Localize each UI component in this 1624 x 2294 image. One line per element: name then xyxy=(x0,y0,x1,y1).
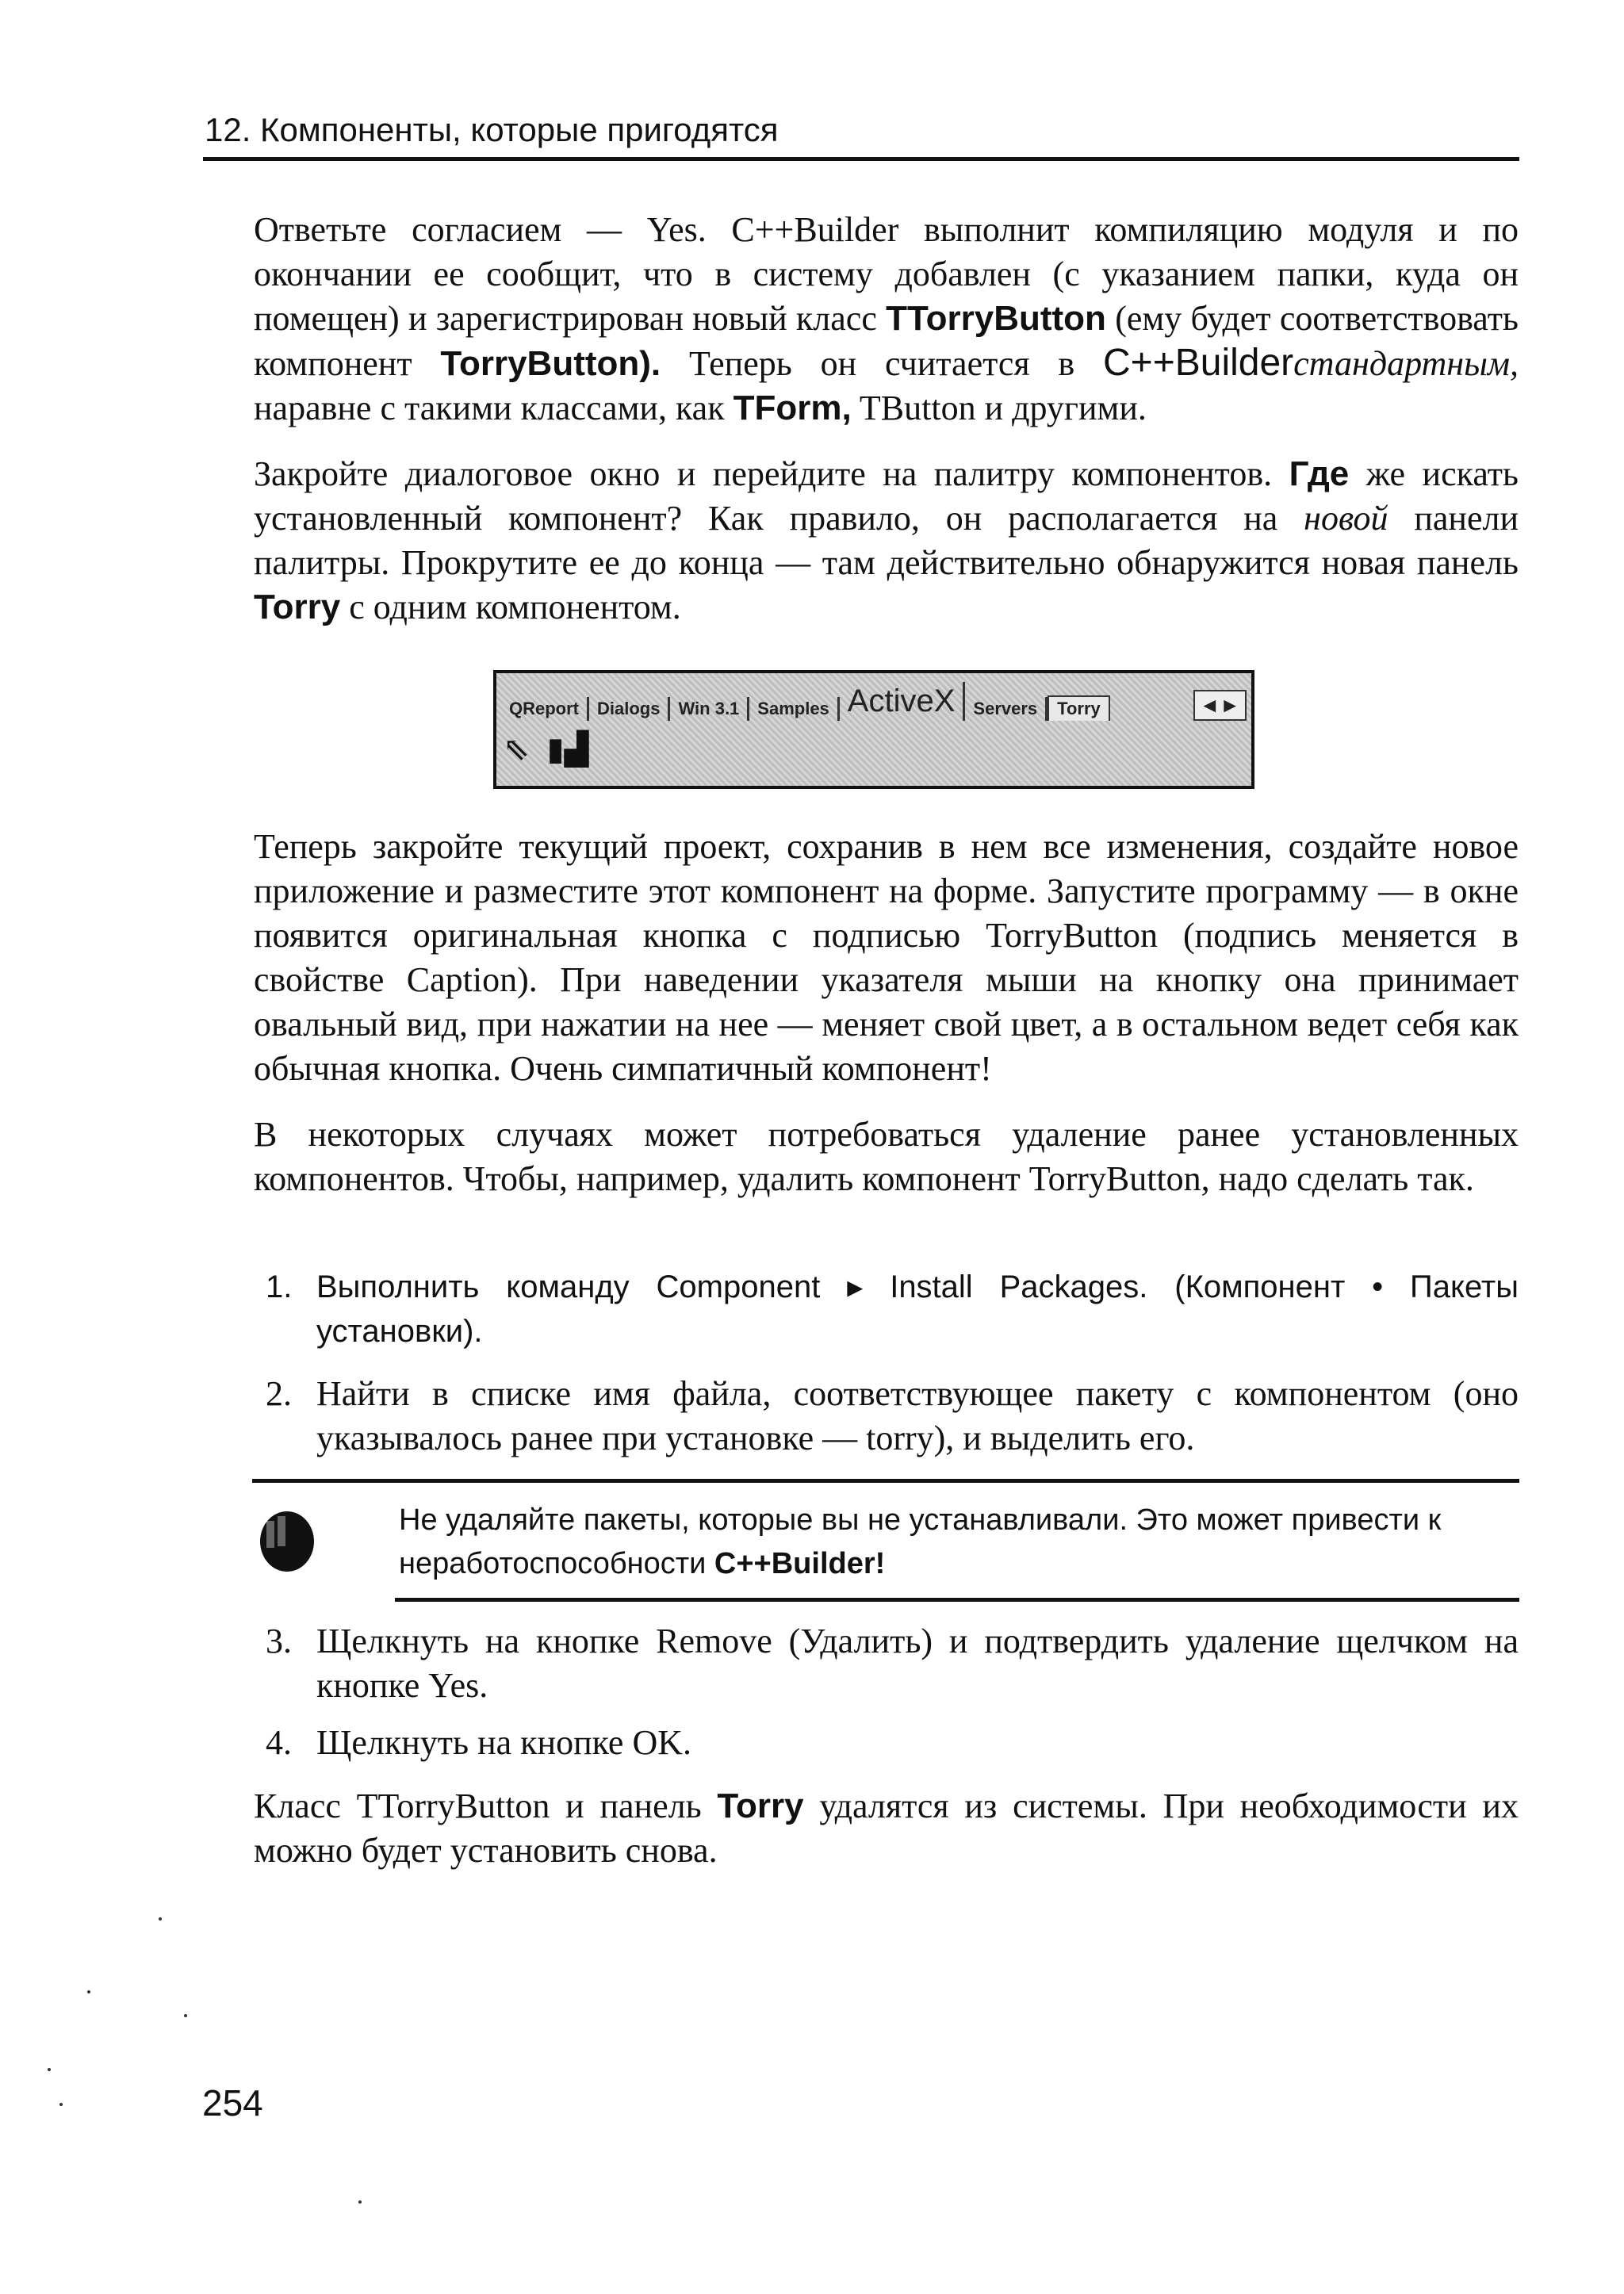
step-1-text: Выполнить команду Component ▸ Install Packages. (Компонент • Пакеты установки). xyxy=(316,1270,1519,1349)
palette-tab-servers[interactable]: Servers xyxy=(965,697,1048,721)
note-builder-name: C++Builder! xyxy=(714,1547,886,1580)
class-name-tform: TForm, xyxy=(733,389,852,427)
palette-tab-qreport[interactable]: QReport xyxy=(501,697,589,721)
palette-tab-dialogs[interactable]: Dialogs xyxy=(589,697,670,721)
p1-text-5: TButton и другими. xyxy=(851,389,1147,427)
step-3-text: Щелкнуть на кнопке Remove (Удалить) и подтвердить удаление щелчком на кнопке Yes. xyxy=(316,1622,1519,1705)
page-number: 254 xyxy=(202,2082,263,2124)
scan-speck xyxy=(48,2068,51,2071)
builder-name: C++Builder xyxy=(1103,342,1294,384)
paragraph-1 xyxy=(254,208,1519,431)
step-4 xyxy=(266,1721,1519,1765)
pointer-arrow-icon[interactable]: ⇖ xyxy=(503,731,530,767)
paragraph-2 xyxy=(254,452,1519,630)
component-palette-screenshot xyxy=(493,670,1254,789)
p1-italic-term: стандартным, xyxy=(1293,344,1519,383)
paragraph-4: В некоторых случаях может потребоваться удаление ранее установленных компонентов. Чтобы, например, удалить компонент TorryButton, надо сделать так. xyxy=(254,1115,1519,1198)
step-3-number: 3. xyxy=(266,1622,292,1660)
warning-note xyxy=(399,1499,1517,1586)
p1-text-4: наравне с такими классами, как xyxy=(254,389,733,427)
class-name-ttorrybutton: TTorryButton xyxy=(886,299,1106,338)
step-1-number: 1. xyxy=(266,1270,293,1304)
p2-where: Где xyxy=(1289,454,1350,493)
scan-speck xyxy=(59,2103,63,2106)
palette-tab-samples[interactable]: Samples xyxy=(749,697,840,721)
step-1 xyxy=(266,1265,1519,1354)
note-text: Не удаляйте пакеты, которые вы не устанавливали. Это может привести к неработоспособности xyxy=(399,1503,1442,1580)
p1-text-2: (ему будет соответствовать компонент xyxy=(254,299,1519,383)
paragraph-3: Теперь закройте текущий проект, сохранив в нем все изменения, создайте новое приложение и разместите этот компонент на форме. Запустите программу — в окне появится оригинальная кнопка с подписью TorryButton (подпись меняется в свойстве Caption). При наведении указателя мыши на кнопку она принимает овальный вид, при нажатии на нее — меняет свой цвет, а в остальном ведет себя как обычная кнопка. Очень симпатичный компонент! xyxy=(254,827,1519,1088)
palette-tab-win31[interactable]: Win 3.1 xyxy=(670,697,749,721)
step-4-number: 4. xyxy=(266,1723,292,1762)
component-name-torrybutton: TorryButton). xyxy=(440,344,661,383)
palette-tabs xyxy=(501,681,1247,721)
p5-text-1: Класс TTorryButton и панель xyxy=(254,1787,718,1825)
note-bottom-rule xyxy=(395,1598,1519,1602)
paragraph-5 xyxy=(254,1784,1519,1873)
step-2-text: Найти в списке имя файла, соответствующее пакету с компонентом (оно указывалось ранее при установке — torry), и выделить его. xyxy=(316,1374,1519,1457)
step-2 xyxy=(266,1372,1519,1461)
step-2-number: 2. xyxy=(266,1374,292,1413)
palette-tab-torry[interactable]: Torry xyxy=(1048,695,1110,721)
p2-text-1: Закройте диалоговое окно и перейдите на палитру компонентов. xyxy=(254,454,1289,493)
warning-hand-icon xyxy=(255,1505,319,1575)
palette-tab-activex[interactable]: ActiveX xyxy=(840,682,966,721)
scan-speck xyxy=(87,1990,90,1993)
p2-text-4: с одним компонентом. xyxy=(340,588,681,626)
p1-text-1: Ответьте согласием — Yes. C++Builder выполнит компиляцию модуля и по окончании ее сообщит, что в систему добавлен (с указанием папки, куда он помещен) и зарегистрирован новый класс xyxy=(254,210,1519,338)
step-3 xyxy=(266,1619,1519,1708)
scan-speck xyxy=(184,2014,187,2017)
scan-speck xyxy=(159,1917,162,1921)
palette-scroll-arrows-icon[interactable]: ◄► xyxy=(1193,690,1247,721)
palette-tools xyxy=(503,730,588,768)
p5-text-2: удалятся из системы. При необходимости их можно будет установить снова. xyxy=(254,1787,1519,1870)
note-top-rule xyxy=(252,1479,1519,1483)
p2-text-3: панели палитры. Прокрутите ее до конца — там действительно обнаружится новая панель xyxy=(254,499,1519,582)
panel-name-torry: Torry xyxy=(254,588,341,626)
p2-text-2: же искать установленный компонент? Как правило, он располагается на xyxy=(254,454,1519,538)
torry-button-component-icon[interactable]: ▮▟ xyxy=(546,731,589,767)
p2-italic-term: новой xyxy=(1304,499,1388,538)
scan-speck xyxy=(358,2200,362,2204)
header-rule xyxy=(203,157,1519,161)
step-4-text: Щелкнуть на кнопке OK. xyxy=(316,1723,691,1762)
panel-name-torry-2: Torry xyxy=(717,1787,804,1825)
p1-text-3: Теперь он считается в xyxy=(661,344,1104,383)
running-header: 12. Компоненты, которые пригодятся xyxy=(205,111,779,148)
